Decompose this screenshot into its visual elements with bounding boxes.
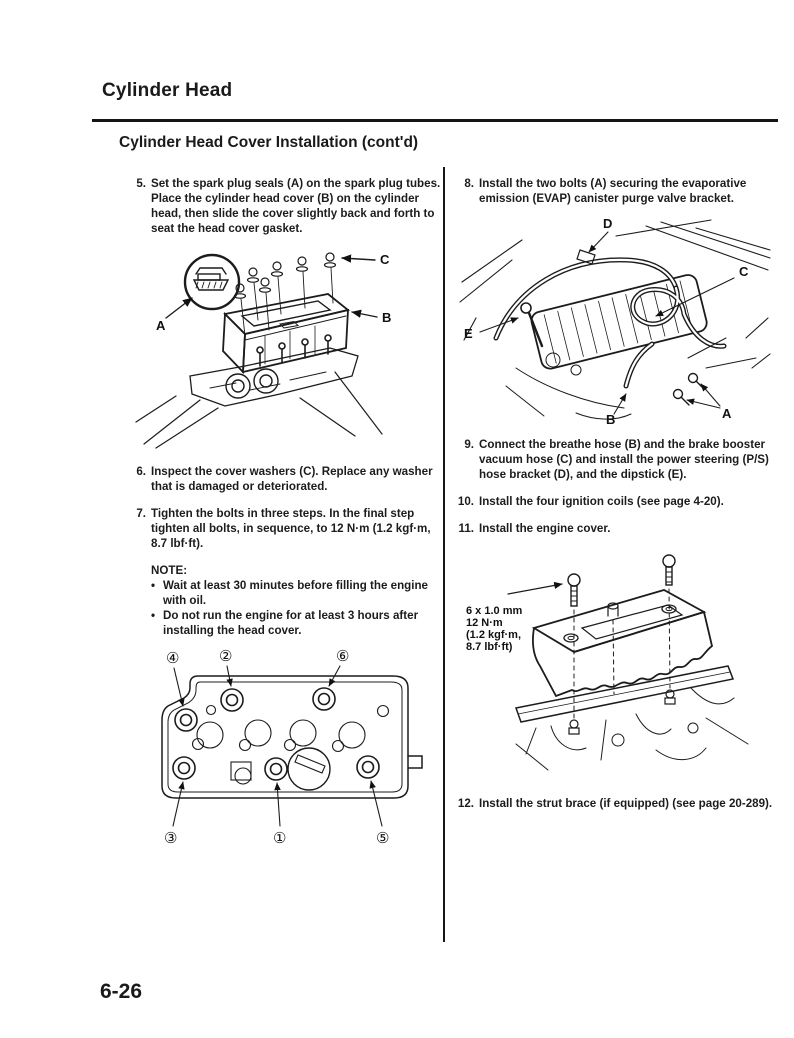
label-d: D bbox=[603, 218, 613, 231]
step-7 bbox=[128, 506, 442, 551]
torque-spec-line: 6 x 1.0 mm bbox=[466, 605, 523, 617]
bolt-sequence-diagram bbox=[128, 648, 440, 848]
step-12 bbox=[456, 796, 782, 811]
note-bullet bbox=[151, 608, 442, 638]
step-text: Install the four ignition coils (see page 4-20). bbox=[479, 495, 724, 508]
sequence-label-1: ① bbox=[273, 830, 287, 847]
engine-cover-figure bbox=[456, 548, 778, 786]
step-text: Connect the breathe hose (B) and the brake booster vacuum hose (C) and install the power steering (P/S) hose bracket (D), and the dipstick (E). bbox=[479, 438, 769, 481]
step-text: Install the engine cover. bbox=[479, 522, 611, 535]
engine-bay-figure bbox=[456, 218, 772, 425]
torque-spec-line: 12 N·m bbox=[466, 617, 503, 629]
label-e: E bbox=[464, 326, 473, 341]
note-heading: NOTE: bbox=[151, 564, 188, 577]
bullet-icon: • bbox=[151, 579, 156, 592]
note-block bbox=[151, 563, 442, 638]
left-column bbox=[128, 176, 442, 848]
page-title: Cylinder Head bbox=[102, 80, 233, 101]
note-bullet bbox=[151, 578, 442, 608]
step-8 bbox=[456, 176, 782, 206]
label-b: B bbox=[382, 310, 392, 325]
step-text: Tighten the bolts in three steps. In the final step tighten all bolts, in sequence, to 12 N·m (1.2 kgf·m, 8.7 lbf·ft). bbox=[151, 507, 431, 550]
step-11 bbox=[456, 521, 782, 536]
section-title: Cylinder Head Cover Installation (cont'd) bbox=[119, 134, 419, 151]
step-5 bbox=[128, 176, 442, 236]
step-text: Inspect the cover washers (C). Replace any washer that is damaged or deteriorated. bbox=[151, 465, 433, 493]
step-number: 11. bbox=[458, 522, 474, 535]
sequence-label-5: ⑤ bbox=[376, 830, 390, 847]
step-number: 9. bbox=[464, 438, 474, 451]
label-a: A bbox=[722, 406, 732, 421]
engine-bay-diagram bbox=[456, 218, 772, 425]
step-number: 6. bbox=[136, 465, 146, 478]
step-number: 12. bbox=[457, 797, 474, 810]
bolt-sequence-figure bbox=[128, 648, 440, 848]
right-column bbox=[456, 176, 782, 823]
sequence-label-3: ③ bbox=[164, 830, 178, 847]
label-b: B bbox=[606, 412, 616, 425]
step-number: 7. bbox=[136, 507, 146, 520]
cover-exploded-figure bbox=[130, 248, 440, 454]
step-text: Install the strut brace (if equipped) (see page 20-289). bbox=[479, 797, 773, 810]
sequence-label-4: ④ bbox=[166, 650, 180, 667]
label-c: C bbox=[739, 264, 749, 279]
note-bullet-text: Wait at least 30 minutes before filling the engine with oil. bbox=[163, 579, 428, 607]
torque-spec-line: (1.2 kgf·m, bbox=[466, 629, 522, 641]
sequence-label-6: ⑥ bbox=[336, 648, 350, 665]
cover-exploded-diagram bbox=[130, 248, 440, 454]
label-a: A bbox=[156, 318, 166, 333]
label-c: C bbox=[380, 252, 390, 267]
bullet-icon: • bbox=[151, 609, 156, 622]
step-number: 5. bbox=[136, 177, 146, 190]
column-divider bbox=[443, 167, 445, 942]
header-rule bbox=[92, 119, 778, 122]
page-number: 6-26 bbox=[100, 980, 143, 1003]
step-text: Set the spark plug seals (A) on the spark plug tubes. Place the cylinder head cover (B) on the cylinder head, then slide the cover slightly back and forth to seat the head cover gasket. bbox=[151, 177, 441, 235]
torque-spec-line: 8.7 lbf·ft) bbox=[466, 641, 513, 653]
step-number: 8. bbox=[464, 177, 474, 190]
step-text: Install the two bolts (A) securing the evaporative emission (EVAP) canister purge valve bracket. bbox=[479, 177, 747, 205]
step-10 bbox=[456, 494, 782, 509]
step-number: 10. bbox=[457, 495, 474, 508]
step-6 bbox=[128, 464, 442, 494]
engine-cover-diagram bbox=[456, 548, 778, 786]
step-9 bbox=[456, 437, 782, 482]
note-bullet-text: Do not run the engine for at least 3 hours after installing the head cover. bbox=[163, 609, 419, 637]
sequence-label-2: ② bbox=[219, 648, 233, 665]
